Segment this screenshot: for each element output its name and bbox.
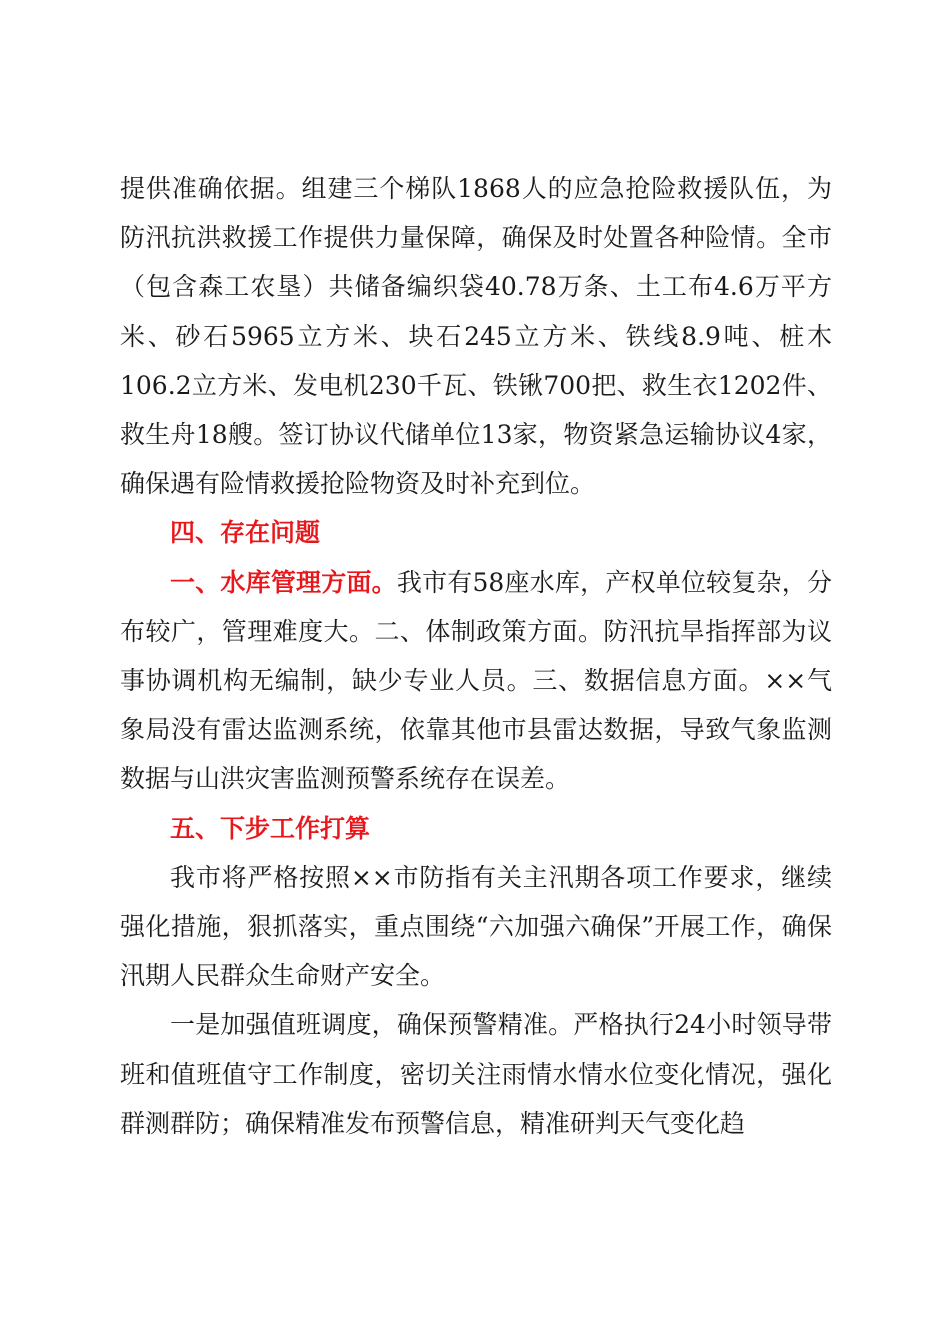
section-four-subheading: 一、水库管理方面。: [170, 567, 397, 597]
section-five-heading: 五、下步工作打算: [170, 813, 371, 843]
section-four-body: 我市有58座水库，产权单位较复杂，分布较广，管理难度大。二、体制政策方面。防汛抗旱指挥部为议事协调机构无编制，缺少专业人员。三、数据信息方面。××气象局没有雷达监测系统，依靠其他市县雷达数据，导致气象监测数据与山洪灾害监测预警系统存在误差。: [120, 567, 832, 794]
section-five-item-one: 一是加强值班调度，确保预警精准。严格执行24小时领导带班和值班值守工作制度，密切关注雨情水情水位变化情况，强化群测群防；确保精准发布预警信息，精准研判天气变化趋: [120, 1010, 832, 1138]
document-page: [120, 164, 832, 1148]
paragraph-continuation: 提供准确依据。组建三个梯队1868人的应急抢险救援队伍，为防汛抗洪救援工作提供力量保障，确保及时处置各种险情。全市（包含森工农垦）共储备编织袋40.78万条、土工布4.6万平方米、砂石5965立方米、块石245立方米、铁线8.9吨、桩木106.2立方米、发电机230千瓦、铁锹700把、救生衣1202件、救生舟18艘。签订协议代储单位13家，物资紧急运输协议4家，确保遇有险情救援抢险物资及时补充到位。: [120, 174, 832, 499]
section-four-paragraph: [120, 558, 832, 804]
section-five-intro: 我市将严格按照××市防指有关主汛期各项工作要求，继续强化措施，狠抓落实，重点围绕“六加强六确保”开展工作，确保汛期人民群众生命财产安全。: [120, 862, 832, 991]
section-four-heading: 四、存在问题: [170, 518, 321, 548]
